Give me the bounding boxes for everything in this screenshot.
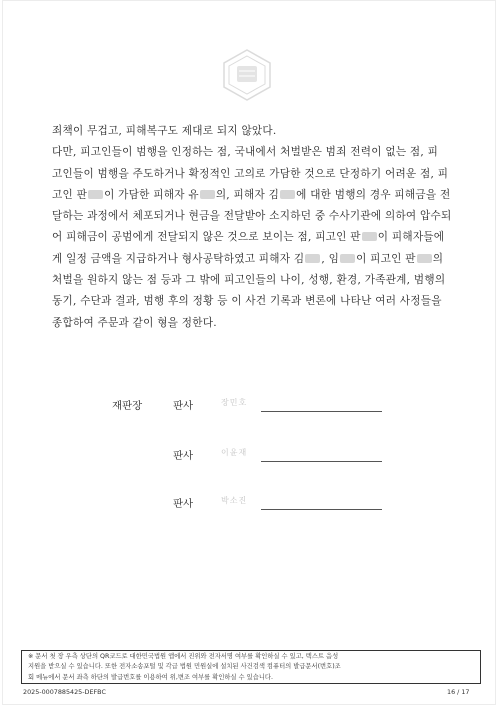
verification-notice bbox=[21, 650, 481, 684]
body-text-segment: 에 대한 범행의 경우 피해금을 전 bbox=[296, 188, 451, 201]
redacted-name bbox=[305, 254, 320, 263]
notice-line: ※ 문서 첫 장 우측 상단의 QR코드로 대한민국법원 앱에서 진위와 전자서명 여부를 확인하실 수 있고, 텍스트 음성 bbox=[28, 653, 339, 660]
signature-row-2 bbox=[0, 447, 500, 477]
judge-name-faded: 박소진 bbox=[221, 496, 248, 505]
judge-name-faded: 장민호 bbox=[221, 398, 248, 407]
body-line bbox=[52, 164, 454, 185]
body-text-segment: 달하는 과정에서 체포되거나 현금을 전달받아 소지하던 중 수사기관에 의하여 압수되 bbox=[52, 210, 452, 223]
body-text-segment: 종합하여 주문과 같이 형을 정한다. bbox=[52, 316, 217, 329]
redacted-name bbox=[88, 190, 103, 199]
notice-line: 지원을 받으실 수 있습니다. 또한 전자소송포털 및 각급 법원 민원실에 설치된 사건검색 컴퓨터의 발급문서(번호)조 bbox=[28, 663, 341, 671]
body-text-segment: 의 bbox=[432, 252, 444, 265]
notice-line: 회 메뉴에서 문서 좌측 하단의 발급번호를 이용하여 위,변조 여부를 확인하실 수 있습니다. bbox=[28, 673, 274, 681]
redacted-name bbox=[340, 254, 355, 263]
body-text-segment: 동기, 수단과 결과, 범행 후의 정황 등 이 사건 기록과 변론에 나타난 여러 사정들을 bbox=[52, 295, 442, 308]
redacted-name bbox=[200, 190, 215, 199]
body-text-segment: 이 피해자들에 bbox=[377, 231, 445, 244]
body-line bbox=[52, 206, 454, 227]
page-number: 16 / 17 bbox=[447, 688, 470, 696]
judge-title: 판사 bbox=[173, 400, 194, 412]
body-line bbox=[52, 249, 454, 270]
body-line bbox=[52, 185, 454, 206]
court-seal-watermark bbox=[220, 48, 274, 102]
signature-row-3 bbox=[0, 495, 500, 525]
signature-row-1 bbox=[0, 397, 500, 427]
redacted-name bbox=[280, 190, 295, 199]
body-text-segment: 이 가담한 피해자 유 bbox=[104, 188, 199, 201]
signature-line bbox=[261, 461, 382, 462]
body-text-segment: 이 피고인 판 bbox=[356, 252, 416, 265]
body-line bbox=[52, 227, 454, 248]
body-line bbox=[52, 270, 454, 291]
judge-title: 판사 bbox=[173, 498, 194, 510]
issuance-number: 2025-0007885425-DEFBC bbox=[23, 688, 106, 696]
page-border bbox=[2, 0, 496, 705]
presiding-judge-label: 재판장 bbox=[112, 400, 143, 412]
judgment-body bbox=[52, 121, 454, 334]
body-line bbox=[52, 291, 454, 312]
body-line bbox=[52, 313, 454, 334]
body-line bbox=[52, 121, 454, 142]
signature-line bbox=[261, 411, 382, 412]
judge-title: 판사 bbox=[173, 450, 194, 462]
body-line bbox=[52, 142, 454, 163]
redacted-name bbox=[362, 232, 377, 241]
judge-name-faded: 이윤재 bbox=[221, 448, 248, 457]
signature-line bbox=[261, 509, 382, 510]
redacted-name bbox=[417, 254, 432, 263]
body-text-segment: 고인 판 bbox=[52, 188, 88, 201]
body-text-segment: 어 피해금이 공범에게 전달되지 않은 것으로 보이는 점, 피고인 판 bbox=[52, 231, 361, 244]
body-text-segment: , 임 bbox=[321, 252, 340, 265]
body-text-segment: 의, 피해자 김 bbox=[215, 188, 280, 201]
body-text-segment: 죄책이 무겁고, 피해복구도 제대로 되지 않았다. bbox=[52, 125, 277, 137]
body-text-segment: 다만, 피고인들이 범행을 인정하는 점, 국내에서 처벌받은 범죄 전력이 없는 점, 피 bbox=[52, 146, 439, 159]
body-text-segment: 게 일정 금액을 지급하거나 형사공탁하였고 피해자 김 bbox=[52, 252, 305, 265]
body-text-segment: 고인들이 범행을 주도하거나 확정적인 고의로 가담한 것으로 단정하기 어려운 점, 피 bbox=[52, 167, 449, 180]
body-text-segment: 처벌을 원하지 않는 점 등과 그 밖에 피고인들의 나이, 성행, 환경, 가족관계, 범행의 bbox=[52, 274, 446, 287]
